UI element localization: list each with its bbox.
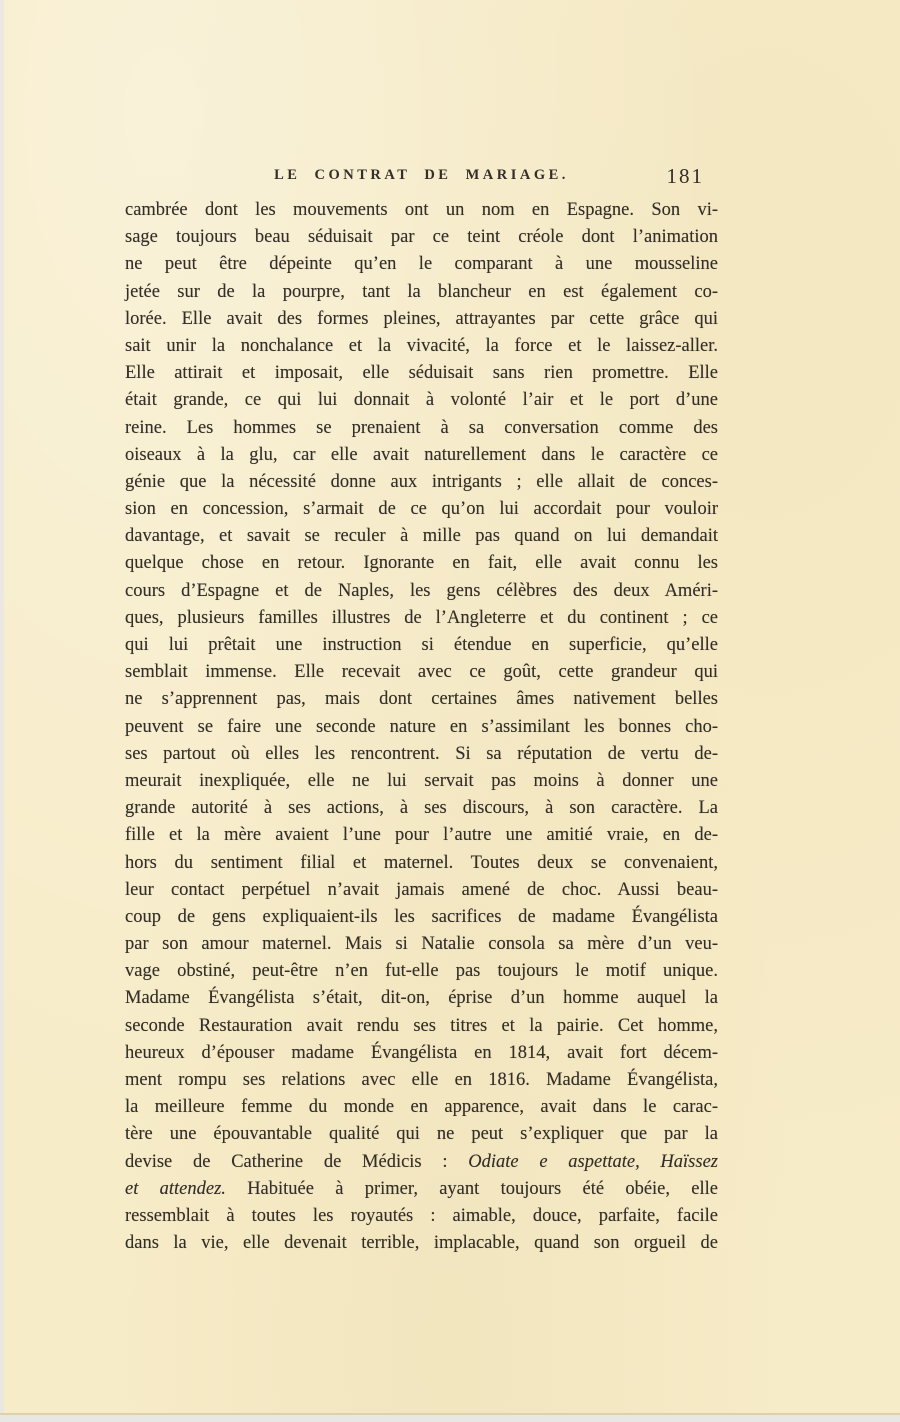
- text-line: ses partout où elles les rencontrent. Si sa réputation de vertu de-: [125, 743, 718, 764]
- page-number: 181: [666, 164, 704, 188]
- scan-edge-left: [0, 0, 4, 1422]
- text-line: et attendez. Habituée à primer, ayant toujours été obéie, elle: [125, 1178, 718, 1199]
- text-line: quelque chose en retour. Ignorante en fait, elle avait connu les: [125, 553, 718, 574]
- text-line: cambrée dont les mouvements ont un nom en Espagne. Son vi-: [125, 200, 718, 220]
- text-line: ne peut être dépeinte qu’en le comparant à une mousseline: [125, 254, 718, 275]
- text-line: devise de Catherine de Médicis : Odiate e aspettate, Haïssez: [125, 1151, 718, 1172]
- text-line: davantage, et savait se reculer à mille pas quand on lui demandait: [125, 526, 718, 547]
- text-line: hors du sentiment filial et maternel. Toutes deux se convenaient,: [125, 852, 718, 873]
- text-line: Madame Évangélista s’était, dit-on, éprise d’un homme auquel la: [125, 988, 718, 1009]
- running-title: LE CONTRAT DE MARIAGE.: [274, 167, 569, 183]
- body-text: [125, 197, 718, 1257]
- text-line: était grande, ce qui lui donnait à volonté l’air et le port d’une: [125, 390, 718, 411]
- text-line: tère une épouvantable qualité qui ne peut s’expliquer que par la: [125, 1124, 718, 1145]
- text-line: par son amour maternel. Mais si Natalie consola sa mère d’un veu-: [125, 934, 718, 955]
- text-line: heureux d’épouser madame Évangélista en 1814, avait fort décem-: [125, 1042, 718, 1063]
- text-line: peuvent se faire une seconde nature en s’assimilant les bonnes cho-: [125, 716, 718, 737]
- text-line: sage toujours beau séduisait par ce teint créole dont l’animation: [125, 227, 718, 248]
- text-line: ne s’apprennent pas, mais dont certaines âmes nativement belles: [125, 689, 718, 710]
- text-line: reine. Les hommes se prenaient à sa conversation comme des: [125, 417, 718, 438]
- text-line: ressemblait à toutes les royautés : aimable, douce, parfaite, facile: [125, 1205, 718, 1226]
- text-line: dans la vie, elle devenait terrible, implacable, quand son orgueil de: [125, 1233, 718, 1254]
- text-line: meurait inexpliquée, elle ne lui servait pas moins à donner une: [125, 770, 718, 791]
- text-line: grande autorité à ses actions, à ses discours, à son caractère. La: [125, 798, 718, 819]
- text-line: Elle attirait et imposait, elle séduisait sans rien promettre. Elle: [125, 363, 718, 384]
- text-line: lorée. Elle avait des formes pleines, attrayantes par cette grâce qui: [125, 308, 718, 329]
- text-line: génie que la nécessité donne aux intrigants ; elle allait de conces-: [125, 471, 718, 492]
- text-line: seconde Restauration avait rendu ses titres et la pairie. Cet homme,: [125, 1015, 718, 1036]
- text-line: vage obstiné, peut-être n’en fut-elle pas toujours le motif unique.: [125, 961, 718, 982]
- text-line: coup de gens expliquaient-ils les sacrifices de madame Évangélista: [125, 906, 718, 927]
- page-header: [125, 164, 718, 190]
- text-line: ment rompu ses relations avec elle en 1816. Madame Évangélista,: [125, 1070, 718, 1090]
- text-line: sion en concession, s’armait de ce qu’on lui accordait pour vouloir: [125, 499, 718, 520]
- text-line: cours d’Espagne et de Naples, les gens célèbres des deux Améri-: [125, 580, 718, 601]
- text-line: la meilleure femme du monde en apparence, avait dans le carac-: [125, 1097, 718, 1118]
- text-line: ques, plusieurs familles illustres de l’Angleterre et du continent ; ce: [125, 607, 718, 628]
- text-line: leur contact perpétuel n’avait jamais amené de choc. Aussi beau-: [125, 879, 718, 900]
- text-line: oiseaux à la glu, car elle avait naturellement dans le caractère ce: [125, 444, 718, 465]
- text-line: semblait immense. Elle recevait avec ce goût, cette grandeur qui: [125, 662, 718, 683]
- text-line: fille et la mère avaient l’une pour l’autre une amitié vraie, en de-: [125, 825, 718, 846]
- text-line: jetée sur de la pourpre, tant la blancheur en est également co-: [125, 281, 718, 302]
- text-line: sait unir la nonchalance et la vivacité, la force et le laissez-aller.: [125, 335, 718, 356]
- scan-edge-bottom: [0, 1413, 900, 1422]
- text-line: qui lui prêtait une instruction si étendue en superficie, qu’elle: [125, 635, 718, 655]
